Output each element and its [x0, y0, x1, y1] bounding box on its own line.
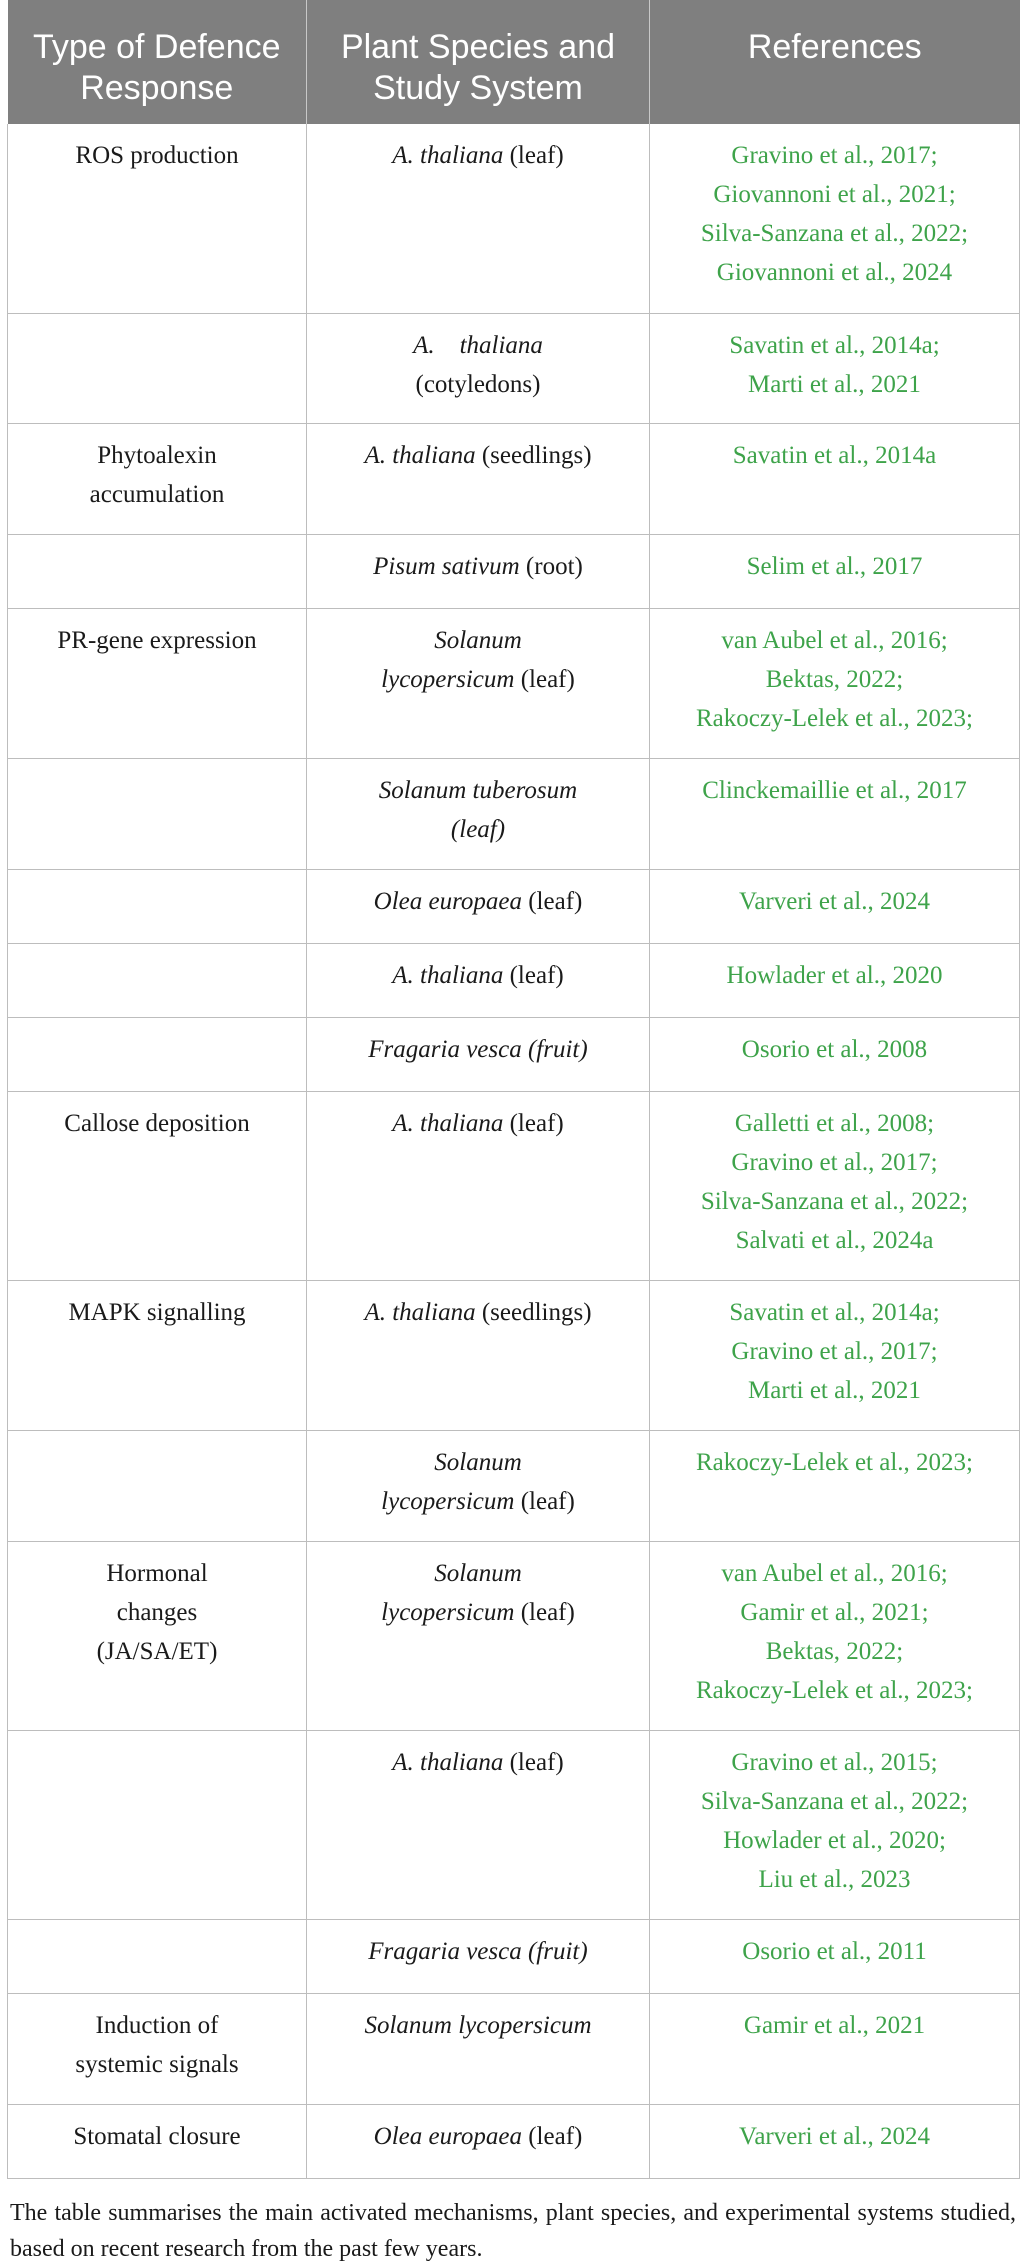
reference-link[interactable]: Selim et al., 2017	[746, 552, 923, 580]
references-cell	[650, 534, 1020, 608]
table-row	[8, 758, 1020, 869]
reference-link[interactable]: Varveri et al., 2024	[739, 887, 930, 915]
references-cell	[650, 1919, 1020, 1993]
study-system: (leaf)	[521, 2122, 583, 2150]
study-system: (leaf)	[521, 887, 583, 915]
reference-link[interactable]: Savatin et al., 2014a;	[729, 1298, 940, 1326]
defence-response-table	[7, 0, 1020, 2179]
defence-response-cell	[8, 1730, 307, 1919]
table-row	[8, 1091, 1020, 1280]
study-system: (leaf)	[503, 1109, 564, 1137]
reference-link[interactable]: Gravino et al., 2017;	[731, 1337, 938, 1365]
defence-response-cell: MAPK signalling	[8, 1280, 307, 1430]
reference-link[interactable]: Gravino et al., 2017;	[731, 1148, 938, 1176]
plant-species-cell	[307, 534, 650, 608]
plant-species-cell	[307, 1091, 650, 1280]
table-header	[8, 0, 1020, 124]
defence-response-cell: Hormonal changes (JA/SA/ET)	[8, 1541, 307, 1730]
plant-species-cell	[307, 124, 650, 313]
plant-species-cell	[307, 758, 650, 869]
reference-link[interactable]: Clinckemaillie et al., 2017	[702, 776, 967, 804]
table-row	[8, 1017, 1020, 1091]
plant-species-cell	[307, 943, 650, 1017]
references-cell	[650, 869, 1020, 943]
table-row	[8, 869, 1020, 943]
plant-species-cell	[307, 1430, 650, 1541]
references-cell	[650, 313, 1020, 423]
plant-species-cell	[307, 423, 650, 534]
reference-link[interactable]: van Aubel et al., 2016;	[721, 626, 948, 654]
references-cell	[650, 608, 1020, 758]
reference-link[interactable]: Osorio et al., 2011	[742, 1937, 927, 1965]
defence-response-cell	[8, 534, 307, 608]
species-name: Fragaria vesca (fruit)	[368, 1937, 588, 1965]
reference-link[interactable]: Marti et al., 2021	[748, 370, 921, 398]
species-name: Olea europaea	[373, 2122, 522, 2150]
defence-response-cell: Phytoalexin accumulation	[8, 423, 307, 534]
reference-link[interactable]: Varveri et al., 2024	[739, 2122, 930, 2150]
reference-link[interactable]: Salvati et al., 2024a	[735, 1226, 934, 1254]
reference-link[interactable]: Silva-Sanzana et al., 2022;	[700, 1187, 969, 1215]
defence-response-cell	[8, 1017, 307, 1091]
study-system: (leaf)	[514, 665, 575, 693]
plant-species-cell	[307, 1280, 650, 1430]
reference-link[interactable]: Savatin et al., 2014a;	[729, 331, 940, 359]
study-system: (root)	[519, 552, 583, 580]
study-system: (leaf)	[503, 961, 564, 989]
table-row	[8, 2104, 1020, 2178]
table-row	[8, 608, 1020, 758]
plant-species-cell	[307, 1730, 650, 1919]
references-cell	[650, 1430, 1020, 1541]
references-cell	[650, 1541, 1020, 1730]
table-row	[8, 1993, 1020, 2104]
table-row	[8, 1430, 1020, 1541]
plant-species-cell	[307, 313, 650, 423]
reference-link[interactable]: Gamir et al., 2021	[743, 2011, 926, 2039]
study-system: (cotyledons)	[415, 370, 541, 398]
reference-link[interactable]: Howlader et al., 2020;	[723, 1826, 946, 1854]
table-row	[8, 313, 1020, 423]
species-name: Olea europaea	[373, 887, 522, 915]
plant-species-cell	[307, 1919, 650, 1993]
references-cell	[650, 943, 1020, 1017]
table-row	[8, 124, 1020, 313]
plant-species-cell	[307, 869, 650, 943]
species-name: Solanum tuberosum (leaf)	[378, 776, 578, 843]
defence-response-cell: Induction of systemic signals	[8, 1993, 307, 2104]
plant-species-cell	[307, 1017, 650, 1091]
references-cell	[650, 1017, 1020, 1091]
reference-link[interactable]: Galletti et al., 2008;	[734, 1109, 935, 1137]
reference-link[interactable]: Gravino et al., 2015;	[731, 1748, 938, 1776]
species-name: Solanum lycopersicum	[381, 1559, 522, 1626]
defence-response-cell: PR-gene expression	[8, 608, 307, 758]
table-row	[8, 423, 1020, 534]
reference-link[interactable]: Osorio et al., 2008	[741, 1035, 928, 1063]
reference-link[interactable]: Giovannoni et al., 2024	[716, 259, 953, 286]
header-plant-species: Plant Species and Study System	[307, 0, 650, 124]
reference-link[interactable]: Gamir et al., 2021;	[740, 1598, 929, 1626]
header-type-of-defence-response: Type of Defence Response	[8, 0, 307, 124]
species-name: Solanum lycopersicum	[381, 626, 522, 693]
species-name: Solanum lycopersicum	[364, 2011, 592, 2039]
defence-response-cell	[8, 313, 307, 423]
reference-link[interactable]: van Aubel et al., 2016;	[721, 1559, 948, 1587]
reference-link[interactable]: Howlader et al., 2020	[726, 961, 943, 989]
reference-link[interactable]: Savatin et al., 2014a	[732, 441, 937, 469]
species-name: Fragaria vesca (fruit)	[368, 1035, 588, 1063]
table-footnote: The table summarises the main activated mechanisms, plant species, and experimental systems studied, based on recent research from the past few years.	[10, 2199, 1016, 2262]
references-cell	[650, 2104, 1020, 2178]
reference-link[interactable]: Bektas, 2022;	[765, 1637, 904, 1665]
table-row	[8, 1730, 1020, 1919]
reference-link[interactable]: Liu et al., 2023	[758, 1865, 911, 1893]
plant-species-cell	[307, 1993, 650, 2104]
study-system: (leaf)	[503, 142, 564, 169]
plant-species-cell	[307, 2104, 650, 2178]
species-name: A. thaliana	[364, 441, 476, 469]
reference-link[interactable]: Giovannoni et al., 2021;	[713, 181, 956, 208]
study-system: (seedlings)	[475, 1298, 592, 1326]
references-cell	[650, 1993, 1020, 2104]
table-body	[8, 124, 1020, 2178]
reference-link[interactable]: Rakoczy-Lelek et al., 2023;	[696, 1676, 973, 1704]
reference-link[interactable]: Bektas, 2022;	[765, 665, 904, 693]
reference-link[interactable]: Silva-Sanzana et al., 2022;	[700, 1787, 969, 1815]
table-row	[8, 534, 1020, 608]
species-name: Solanum lycopersicum	[381, 1448, 522, 1515]
references-cell	[650, 1730, 1020, 1919]
species-name: A. thaliana	[392, 961, 504, 989]
defence-response-cell	[8, 869, 307, 943]
table-row	[8, 1919, 1020, 1993]
species-name: A. thaliana	[364, 1298, 476, 1326]
references-cell	[650, 423, 1020, 534]
defence-response-cell	[8, 943, 307, 1017]
defence-response-cell	[8, 758, 307, 869]
defence-response-cell	[8, 1919, 307, 1993]
defence-response-cell	[8, 1430, 307, 1541]
references-cell	[650, 1280, 1020, 1430]
defence-response-cell: Callose deposition	[8, 1091, 307, 1280]
header-references: References	[650, 0, 1020, 124]
table-row	[8, 943, 1020, 1017]
species-name: A. thaliana	[392, 1748, 504, 1776]
reference-link[interactable]: Rakoczy-Lelek et al., 2023;	[696, 704, 973, 732]
reference-link[interactable]: Marti et al., 2021	[748, 1376, 921, 1404]
table-row	[8, 1280, 1020, 1430]
reference-link[interactable]: Gravino et al., 2017;	[731, 142, 938, 169]
species-name: A. thaliana	[392, 1109, 504, 1137]
study-system: (leaf)	[514, 1598, 575, 1626]
study-system: (leaf)	[503, 1748, 564, 1776]
study-system: (seedlings)	[475, 441, 592, 469]
species-name: A. thaliana	[413, 331, 543, 359]
table-row	[8, 1541, 1020, 1730]
reference-link[interactable]: Silva-Sanzana et al., 2022;	[700, 220, 969, 247]
references-cell	[650, 124, 1020, 313]
references-cell	[650, 1091, 1020, 1280]
species-name: A. thaliana	[392, 142, 504, 169]
species-name: Pisum sativum	[373, 552, 520, 580]
defence-response-cell: Stomatal closure	[8, 2104, 307, 2178]
defence-response-cell: ROS production	[8, 124, 307, 313]
study-system: (leaf)	[514, 1487, 575, 1515]
references-cell	[650, 758, 1020, 869]
reference-link[interactable]: Rakoczy-Lelek et al., 2023;	[696, 1448, 973, 1476]
plant-species-cell	[307, 1541, 650, 1730]
plant-species-cell	[307, 608, 650, 758]
